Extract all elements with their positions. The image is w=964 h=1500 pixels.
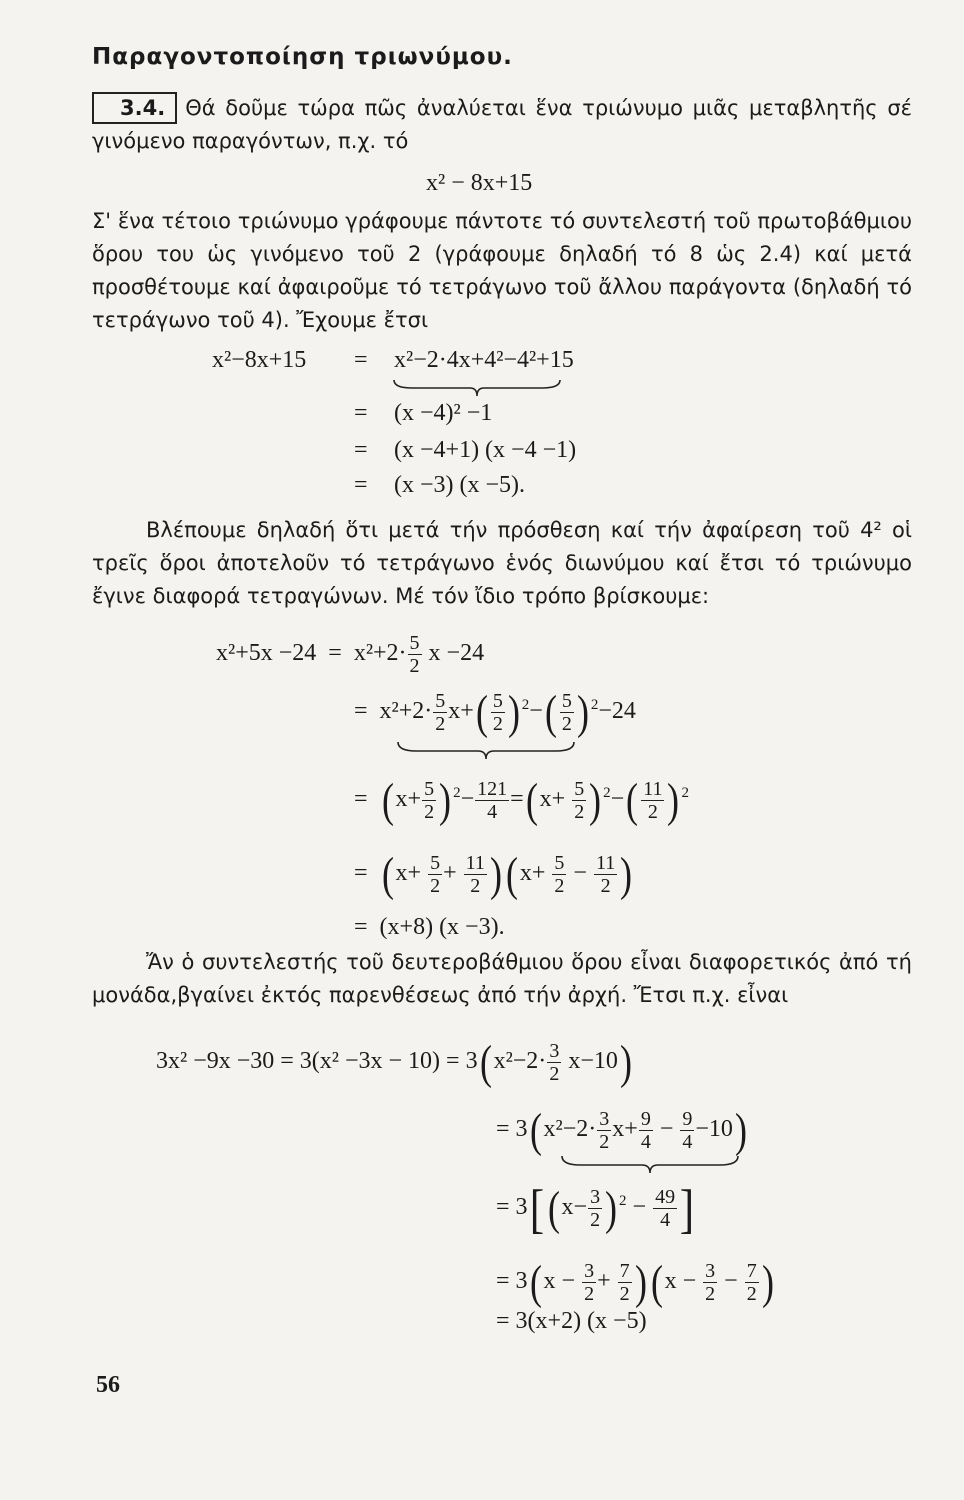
intro-paragraph <box>92 92 912 158</box>
deriv3-row4: = 3(x − $\frac{3}{2}$ + $\frac{7}{2}$ )(x − $\frac{3}{2}$ − $\frac{7}{2}$ ) <box>496 1255 774 1309</box>
deriv3-row3: = 3[(x− $\frac{3}{2}$ ) $^2$ − $\frac{49}{4}$ ] <box>496 1178 695 1239</box>
deriv3-row5: = 3(x+2) (x −5) <box>496 1308 647 1334</box>
observe-paragraph: Βλέπουμε δηλαδή ὅτι μετά τήν πρόσθεση καί τήν ἀφαίρεση τοῦ 4² οἱ τρεῖς ὅροι ἀποτελοῦν τό τετράγωνο ἑνός διωνύμου καί ἔτσι τό τριώνυμο ἔγινε διαφορά τετραγώνων. Μέ τόν ἴδιο τρόπο βρίσκουμε: <box>92 518 912 608</box>
deriv2-row1: x²+5x −24 = x²+2· $\frac{5}{2}$ x −24 <box>216 632 485 677</box>
deriv1-lhs: x²−8x+15 <box>212 347 307 373</box>
deriv2-row5: = (x+8) (x −3). <box>354 914 505 940</box>
deriv3-row2: = 3(x²−2· $\frac{3}{2}$ x+ $\frac{9}{4}$ − $\frac{9}{4}$ −10) <box>496 1103 747 1157</box>
deriv1-line4: (x −3) (x −5). <box>394 472 526 498</box>
section-heading: Παραγοντοποίηση τριωνύμου. <box>92 44 513 70</box>
deriv1-line3: (x −4+1) (x −4 −1) <box>394 437 577 463</box>
underbrace-1 <box>392 378 562 398</box>
deriv2-row3: = (x+ $\frac{5}{2}$ ) $^2$− $\frac{121}{4}$ =(x+ $\frac{5}{2}$ ) $^2$−( $\frac{11}{2}$ ) $^2$ <box>354 773 689 827</box>
deriv1-line1: x²−2·4x+4²−4²+15 <box>394 347 574 373</box>
section-number-box: 3.4. <box>92 92 177 124</box>
intro-text: Θά δοῦμε τώρα πῶς ἀναλύεται ἕνα τριώνυμο μιᾶς μεταβλητῆς σέ γινόμενο παραγόντων, π.χ. τό <box>92 96 912 153</box>
deriv3-row1: 3x² −9x −30 = 3(x² −3x − 10) = 3(x²−2· $\frac{3}{2}$ x−10) <box>156 1035 632 1089</box>
deriv1-eq1: = <box>354 347 368 373</box>
coefficient-paragraph: Ἄν ὁ συντελεστής τοῦ δευτεροβάθμιου ὅρου εἶναι διαφορετικός ἀπό τή μονάδα,βγαίνει ἐκτός παρενθέσεως ἀπό τήν ἀρχή. Ἔτσι π.χ. εἶναι <box>92 950 912 1007</box>
deriv1-eq2: = <box>354 400 368 426</box>
example-trinomial: x² − 8x+15 <box>426 170 533 196</box>
frac-5-2: $\frac{5}{2}$ <box>409 632 420 677</box>
underbrace-2 <box>396 740 576 762</box>
deriv2-row2: = x²+2· $\frac{5}{2}$ x+( $\frac{5}{2}$ ) $^2$−( $\frac{5}{2}$ ) $^2$−24 <box>354 685 636 739</box>
deriv1-line2: (x −4)² −1 <box>394 400 493 426</box>
page-number: 56 <box>96 1372 120 1398</box>
deriv1-eq3: = <box>354 437 368 463</box>
deriv2-row4: = (x+ $\frac{5}{2}$ + $\frac{11}{2}$ )(x+ $\frac{5}{2}$ − $\frac{11}{2}$ ) <box>354 847 633 901</box>
explain-paragraph: Σ' ἕνα τέτοιο τριώνυμο γράφουμε πάντοτε τό συντελεστή τοῦ πρωτοβάθμιου ὅρου του ὡς γινόμενο τοῦ 2 (γράφουμε δηλαδή τό 8 ὡς 2.4) καί μετά προσθέτουμε καί ἀφαιροῦμε τό τετράγωνο τοῦ ἄλλου παράγοντα (δηλαδή τό τετράγωνο τοῦ 4). Ἔχουμε ἔτσι <box>92 209 912 332</box>
underbrace-3 <box>560 1154 740 1176</box>
deriv1-eq4: = <box>354 472 368 498</box>
